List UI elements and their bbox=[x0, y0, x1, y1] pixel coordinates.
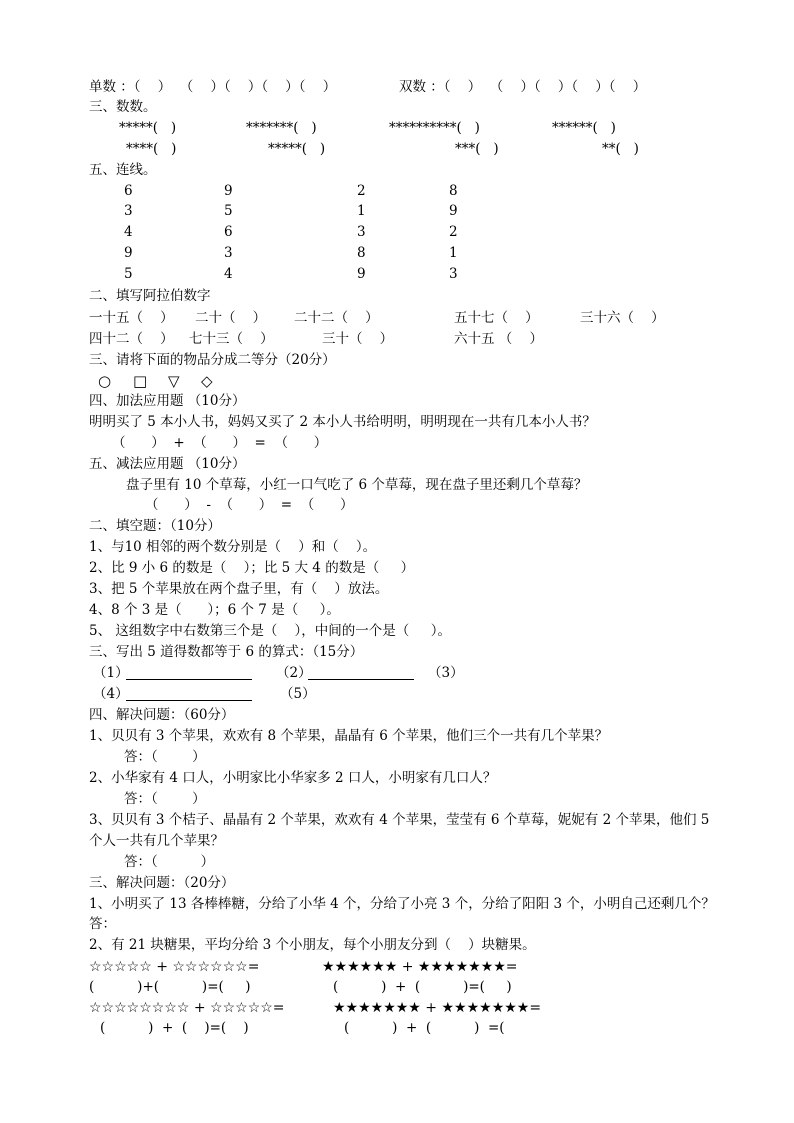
connect-number: 9 bbox=[124, 245, 133, 261]
arabic-item: 二十二（ ） bbox=[294, 310, 379, 326]
diamond-icon: ◇ bbox=[201, 372, 213, 390]
arabic-heading: 二、填写阿拉伯数字 bbox=[89, 288, 211, 304]
halves-heading: 三、请将下面的物品分成二等分（20分） bbox=[89, 352, 336, 368]
arabic-item: 一十五（ ） bbox=[89, 310, 174, 326]
count-item: **********( ) bbox=[389, 120, 480, 136]
answer-line: 答：（ ） bbox=[124, 791, 206, 807]
connect-number: 5 bbox=[124, 266, 133, 282]
connect-number: 3 bbox=[224, 245, 233, 261]
even-numbers-line: 双数 ：（ ） （ ）（ ）（ ）（ ） bbox=[399, 79, 647, 95]
count-item: **( ) bbox=[602, 141, 639, 157]
arabic-item: 五十七（ ） bbox=[454, 310, 539, 326]
connect-number: 1 bbox=[449, 245, 458, 261]
sub-question: 盘子里有 10 个草莓，小红一口气吃了 6 个草莓，现在盘子里还剩几个草莓？ bbox=[126, 477, 588, 493]
connect-number: 1 bbox=[357, 203, 366, 219]
fill-item: 3、把 5 个苹果放在两个盘子里，有（ ）放法。 bbox=[89, 581, 389, 597]
connect-number: 6 bbox=[124, 183, 133, 199]
add-question: 明明买了 5 本小人书，妈妈又买了 2 本小人书给明明，明明现在一共有几本小人书？ bbox=[89, 414, 596, 430]
formula-label: （2） bbox=[276, 665, 312, 681]
formula-blank[interactable] bbox=[126, 666, 252, 680]
formula-label: （4） bbox=[93, 686, 129, 702]
connect-number: 9 bbox=[224, 183, 233, 199]
connect-number: 2 bbox=[357, 183, 366, 199]
connect-number: 6 bbox=[224, 224, 233, 240]
formula-blank[interactable] bbox=[126, 687, 252, 701]
solve-heading: 四、解决问题：（60分） bbox=[89, 707, 235, 723]
arabic-item: 四十二（ ） bbox=[89, 331, 174, 347]
answer-line: 答： bbox=[89, 916, 116, 932]
sub-heading: 五、减法应用题 （10分） bbox=[89, 456, 246, 472]
star-equation: ( ) + ( )=( ) bbox=[333, 979, 512, 995]
connect-number: 3 bbox=[124, 203, 133, 219]
count-item: ****( ) bbox=[126, 141, 177, 157]
square-icon: □ bbox=[133, 372, 148, 390]
write-heading: 三、写出 5 道得数都等于 6 的算式：（15分） bbox=[89, 644, 364, 660]
arabic-item: 三十六（ ） bbox=[580, 310, 665, 326]
formula-label: （5） bbox=[280, 686, 316, 702]
fill-item: 2、比 9 小 6 的数是（ ）；比 5 大 4 的数是（ ） bbox=[89, 560, 415, 576]
count-item: *****( ) bbox=[119, 120, 177, 136]
connect-heading: 五、连线。 bbox=[89, 162, 157, 178]
arabic-item: 三十（ ） bbox=[322, 331, 394, 347]
connect-number: 3 bbox=[449, 266, 458, 282]
solve-question: 1、贝贝有 3 个苹果，欢欢有 8 个苹果，晶晶有 6 个苹果，他们三个一共有几个苹果？ bbox=[89, 728, 609, 744]
arabic-item: 七十三（ ） bbox=[189, 331, 274, 347]
answer-line: 答：（ ） bbox=[124, 749, 206, 765]
star-equation: ( ) + ( )=( ) bbox=[100, 1020, 249, 1036]
odd-numbers-line: 单数 ：（ ） （ ）（ ）（ ）（ ） bbox=[89, 79, 337, 95]
count-item: ******( ) bbox=[552, 120, 616, 136]
connect-number: 9 bbox=[357, 266, 366, 282]
fill-heading: 二、填空题：（10分） bbox=[89, 518, 221, 534]
arabic-item: 二十（ ） bbox=[195, 310, 267, 326]
solve2-heading: 三、解决问题：（20分） bbox=[89, 875, 235, 891]
connect-number: 8 bbox=[357, 245, 366, 261]
fill-item: 1、与10 相邻的两个数分别是（ ）和（ ）。 bbox=[89, 539, 377, 555]
connect-number: 9 bbox=[449, 203, 458, 219]
connect-number: 2 bbox=[449, 224, 458, 240]
star-equation: ( )+( )=( ) bbox=[89, 979, 251, 995]
connect-number: 8 bbox=[449, 183, 458, 199]
hollow-star-sum: ☆☆☆☆☆☆☆☆ + ☆☆☆☆☆= bbox=[89, 1000, 285, 1016]
count-item: ***( ) bbox=[455, 141, 499, 157]
connect-number: 3 bbox=[357, 224, 366, 240]
connect-number: 4 bbox=[124, 224, 133, 240]
hollow-star-sum: ☆☆☆☆☆ + ☆☆☆☆☆☆= bbox=[89, 959, 260, 975]
formula-label: （3） bbox=[428, 665, 464, 681]
formula-label: （1） bbox=[93, 665, 129, 681]
answer-line: 答：（ ） bbox=[124, 854, 215, 870]
solve-question: 3、贝贝有 3 个桔子、晶晶有 2 个苹果，欢欢有 4 个苹果，莹莹有 6 个草莓，妮妮有 2 个苹果，他们 5 bbox=[89, 812, 710, 828]
solve-question: 2、小华家有 4 口人，小明家比小华家多 2 口人，小明家有几口人？ bbox=[89, 770, 497, 786]
triangle-icon: ▽ bbox=[168, 372, 180, 390]
add-heading: 四、加法应用题 （10分） bbox=[89, 393, 246, 409]
formula-blank[interactable] bbox=[308, 666, 414, 680]
count-item: *****( ) bbox=[268, 141, 326, 157]
solid-star-sum: ★★★★★★ + ★★★★★★★= bbox=[322, 959, 518, 975]
connect-number: 5 bbox=[224, 203, 233, 219]
sub-equation: （ ） - （ ） = （ ） bbox=[145, 497, 354, 513]
circle-icon: ○ bbox=[98, 372, 112, 390]
count-item: *******( ) bbox=[246, 120, 317, 136]
solve2-question: 1、小明买了 13 各棒棒糖，分给了小华 4 个，分给了小亮 3 个，分给了阳阳 3 个，小明自己还剩几个？ bbox=[89, 896, 715, 912]
count-heading: 三、数数。 bbox=[89, 99, 157, 115]
solve2-question: 2、有 21 块糖果，平均分给 3 个小朋友，每个小朋友分到（ ）块糖果。 bbox=[89, 937, 536, 953]
arabic-item: 六十五 （ ） bbox=[454, 331, 543, 347]
fill-item: 5、 这组数字中右数第三个是（ ），中间的一个是（ ）。 bbox=[89, 623, 452, 639]
fill-item: 4、8 个 3 是（ ）；6 个 7 是（ ）。 bbox=[89, 602, 340, 618]
connect-number: 4 bbox=[224, 266, 233, 282]
solve-question: 个人一共有几个苹果？ bbox=[89, 833, 224, 849]
solid-star-sum: ★★★★★★★ + ★★★★★★★= bbox=[333, 1000, 542, 1016]
star-equation: ( ) + ( ) =( bbox=[344, 1020, 505, 1036]
add-equation: （ ） + （ ） = （ ） bbox=[112, 435, 328, 451]
